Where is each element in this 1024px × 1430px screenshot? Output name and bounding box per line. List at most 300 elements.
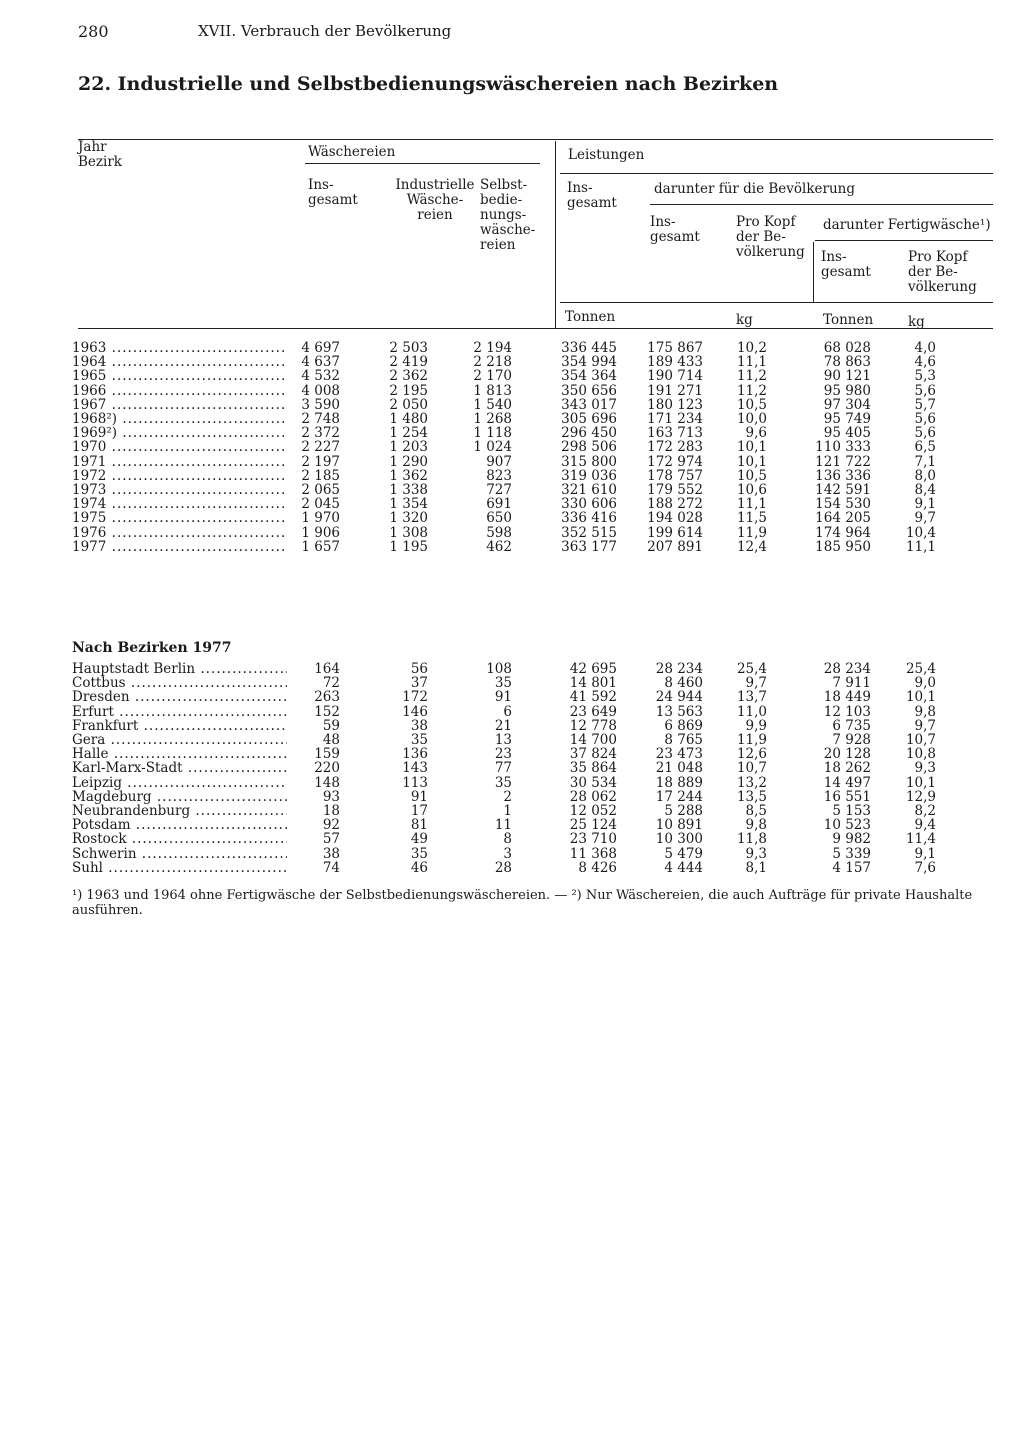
cell-fertigwaesche-insgesamt: 142 591 bbox=[815, 482, 871, 498]
cell-bevoelkerung-insgesamt: 10 300 bbox=[655, 831, 703, 848]
year-row bbox=[0, 398, 1024, 412]
cell-selbstbedienung: 1 024 bbox=[473, 439, 512, 456]
cell-selbstbedienung: 907 bbox=[486, 453, 512, 470]
cell-industrielle: 35 bbox=[410, 732, 428, 748]
district-row bbox=[0, 705, 1024, 719]
cell-bevoelkerung-insgesamt: 191 271 bbox=[647, 382, 703, 399]
cell-leistungen-insgesamt: 343 017 bbox=[561, 396, 617, 413]
cell-leistungen-insgesamt: 41 592 bbox=[569, 689, 617, 706]
cell-waeschereien-insgesamt: 4 532 bbox=[301, 368, 340, 385]
rule-waeschereien bbox=[305, 163, 540, 164]
cell-leistungen-insgesamt: 354 994 bbox=[561, 354, 617, 371]
cell-selbstbedienung: 13 bbox=[494, 732, 512, 748]
cell-fertigwaesche-pro-kopf: 11,1 bbox=[905, 538, 936, 555]
cell-industrielle: 38 bbox=[410, 717, 428, 734]
cell-waeschereien-insgesamt: 48 bbox=[322, 732, 340, 748]
rule-vert-1 bbox=[555, 141, 556, 328]
cell-industrielle: 2 419 bbox=[389, 354, 428, 371]
header-darunter-bevoelkerung: darunter für die Bevölkerung bbox=[654, 181, 856, 197]
cell-waeschereien-insgesamt: 72 bbox=[322, 675, 340, 692]
cell-bevoelkerung-insgesamt: 190 714 bbox=[647, 368, 703, 385]
cell-bevoelkerung-pro-kopf: 11,2 bbox=[736, 368, 767, 385]
district-row-label: Gera ..... bbox=[72, 733, 287, 747]
header-l-insgesamt: Ins- gesamt bbox=[567, 180, 617, 211]
year-row bbox=[0, 412, 1024, 426]
district-row bbox=[0, 761, 1024, 775]
cell-industrielle: 136 bbox=[402, 746, 428, 763]
cell-fertigwaesche-pro-kopf: 10,1 bbox=[905, 689, 936, 706]
cell-bevoelkerung-pro-kopf: 10,1 bbox=[736, 453, 767, 470]
cell-fertigwaesche-pro-kopf: 8,4 bbox=[914, 482, 936, 498]
cell-selbstbedienung: 650 bbox=[486, 510, 512, 527]
cell-waeschereien-insgesamt: 164 bbox=[314, 661, 340, 677]
cell-selbstbedienung: 1 540 bbox=[473, 396, 512, 413]
cell-fertigwaesche-insgesamt: 7 928 bbox=[832, 732, 871, 748]
cell-selbstbedienung: 23 bbox=[494, 746, 512, 763]
cell-bevoelkerung-pro-kopf: 10,5 bbox=[736, 467, 767, 484]
rule-leistungen bbox=[560, 173, 993, 174]
cell-fertigwaesche-insgesamt: 9 982 bbox=[832, 831, 871, 848]
cell-waeschereien-insgesamt: 1 906 bbox=[301, 524, 340, 541]
cell-fertigwaesche-insgesamt: 95 749 bbox=[823, 411, 871, 427]
cell-fertigwaesche-pro-kopf: 7,1 bbox=[914, 453, 936, 470]
header-waeschereien: Wäschereien bbox=[308, 144, 396, 160]
cell-industrielle: 2 195 bbox=[389, 382, 428, 399]
cell-selbstbedienung: 2 bbox=[503, 788, 512, 805]
cell-bevoelkerung-pro-kopf: 9,9 bbox=[745, 717, 767, 734]
cell-selbstbedienung: 28 bbox=[494, 859, 512, 876]
cell-fertigwaesche-insgesamt: 20 128 bbox=[823, 746, 871, 763]
cell-bevoelkerung-insgesamt: 194 028 bbox=[647, 510, 703, 527]
cell-leistungen-insgesamt: 25 124 bbox=[569, 817, 617, 834]
cell-waeschereien-insgesamt: 2 197 bbox=[301, 453, 340, 470]
cell-fertigwaesche-insgesamt: 95 980 bbox=[823, 382, 871, 399]
cell-selbstbedienung: 108 bbox=[486, 661, 512, 677]
cell-bevoelkerung-insgesamt: 13 563 bbox=[655, 703, 703, 720]
table-title: 22. Industrielle und Selbstbedienungswäschereien nach Bezirken bbox=[78, 73, 779, 95]
cell-waeschereien-insgesamt: 2 227 bbox=[301, 439, 340, 456]
header-b-insgesamt: Ins- gesamt bbox=[650, 214, 700, 245]
cell-waeschereien-insgesamt: 4 697 bbox=[301, 340, 340, 356]
cell-industrielle: 1 254 bbox=[389, 425, 428, 442]
district-row bbox=[0, 847, 1024, 861]
cell-bevoelkerung-pro-kopf: 11,2 bbox=[736, 382, 767, 399]
year-row-label: 1965 ..... bbox=[72, 369, 287, 383]
cell-waeschereien-insgesamt: 159 bbox=[314, 746, 340, 763]
cell-bevoelkerung-insgesamt: 21 048 bbox=[655, 760, 703, 777]
cell-industrielle: 1 203 bbox=[389, 439, 428, 456]
cell-industrielle: 1 338 bbox=[389, 482, 428, 498]
cell-industrielle: 143 bbox=[402, 760, 428, 777]
cell-bevoelkerung-insgesamt: 17 244 bbox=[655, 788, 703, 805]
cell-fertigwaesche-insgesamt: 12 103 bbox=[823, 703, 871, 720]
cell-waeschereien-insgesamt: 59 bbox=[322, 717, 340, 734]
cell-bevoelkerung-insgesamt: 23 473 bbox=[655, 746, 703, 763]
district-row-label: Leipzig ..... bbox=[72, 776, 287, 790]
cell-bevoelkerung-insgesamt: 5 288 bbox=[664, 803, 703, 819]
cell-fertigwaesche-pro-kopf: 5,6 bbox=[914, 411, 936, 427]
district-row-label: Dresden ..... bbox=[72, 690, 287, 704]
cell-bevoelkerung-pro-kopf: 11,1 bbox=[736, 496, 767, 513]
cell-bevoelkerung-insgesamt: 189 433 bbox=[647, 354, 703, 371]
cell-fertigwaesche-insgesamt: 14 497 bbox=[823, 774, 871, 791]
footnote: ¹) 1963 und 1964 ohne Fertigwäsche der Selbstbedienungswäschereien. — ²) Nur Wäschereien, die auch Aufträge für private Haushalte ausführen. bbox=[72, 888, 973, 918]
year-row-label: 1977 ..... bbox=[72, 540, 287, 554]
district-row-label: Frankfurt ..... bbox=[72, 719, 287, 733]
cell-fertigwaesche-pro-kopf: 10,8 bbox=[905, 746, 936, 763]
cell-fertigwaesche-pro-kopf: 9,3 bbox=[914, 760, 936, 777]
cell-selbstbedienung: 35 bbox=[494, 675, 512, 692]
cell-leistungen-insgesamt: 330 606 bbox=[561, 496, 617, 513]
cell-leistungen-insgesamt: 11 368 bbox=[569, 845, 617, 862]
cell-waeschereien-insgesamt: 2 065 bbox=[301, 482, 340, 498]
cell-industrielle: 2 362 bbox=[389, 368, 428, 385]
rule-darunter-fertig bbox=[815, 240, 993, 241]
cell-selbstbedienung: 598 bbox=[486, 524, 512, 541]
cell-fertigwaesche-pro-kopf: 8,2 bbox=[914, 803, 936, 819]
section-title: Nach Bezirken 1977 bbox=[72, 640, 232, 656]
header-f-prokopf: Pro Kopf der Be- völkerung bbox=[908, 249, 977, 295]
cell-waeschereien-insgesamt: 1 970 bbox=[301, 510, 340, 527]
cell-industrielle: 2 503 bbox=[389, 340, 428, 356]
cell-leistungen-insgesamt: 23 649 bbox=[569, 703, 617, 720]
cell-bevoelkerung-insgesamt: 171 234 bbox=[647, 411, 703, 427]
cell-bevoelkerung-pro-kopf: 13,7 bbox=[736, 689, 767, 706]
cell-fertigwaesche-insgesamt: 174 964 bbox=[815, 524, 871, 541]
cell-industrielle: 91 bbox=[410, 788, 428, 805]
cell-bevoelkerung-insgesamt: 28 234 bbox=[655, 661, 703, 677]
header-f-insgesamt: Ins- gesamt bbox=[821, 249, 871, 280]
cell-fertigwaesche-pro-kopf: 9,8 bbox=[914, 703, 936, 720]
cell-bevoelkerung-insgesamt: 4 444 bbox=[664, 859, 703, 876]
chapter-heading: XVII. Verbrauch der Bevölkerung bbox=[198, 22, 452, 40]
cell-industrielle: 49 bbox=[410, 831, 428, 848]
cell-leistungen-insgesamt: 14 700 bbox=[569, 732, 617, 748]
year-row bbox=[0, 440, 1024, 454]
year-row bbox=[0, 540, 1024, 554]
cell-fertigwaesche-pro-kopf: 8,0 bbox=[914, 467, 936, 484]
cell-bevoelkerung-pro-kopf: 10,7 bbox=[736, 760, 767, 777]
year-row-label: 1975 ..... bbox=[72, 511, 287, 525]
cell-fertigwaesche-insgesamt: 154 530 bbox=[815, 496, 871, 513]
cell-bevoelkerung-insgesamt: 178 757 bbox=[647, 467, 703, 484]
cell-bevoelkerung-pro-kopf: 8,5 bbox=[745, 803, 767, 819]
cell-selbstbedienung: 2 218 bbox=[473, 354, 512, 371]
cell-industrielle: 56 bbox=[410, 661, 428, 677]
year-row-label: 1967 ..... bbox=[72, 398, 287, 412]
year-row bbox=[0, 526, 1024, 540]
cell-industrielle: 81 bbox=[410, 817, 428, 834]
cell-waeschereien-insgesamt: 2 185 bbox=[301, 467, 340, 484]
cell-bevoelkerung-pro-kopf: 10,2 bbox=[736, 340, 767, 356]
header-darunter-fertigwaesche: darunter Fertigwäsche¹) bbox=[823, 217, 991, 233]
cell-leistungen-insgesamt: 315 800 bbox=[561, 453, 617, 470]
cell-bevoelkerung-pro-kopf: 10,6 bbox=[736, 482, 767, 498]
cell-bevoelkerung-pro-kopf: 11,5 bbox=[736, 510, 767, 527]
district-row-label: Halle ..... bbox=[72, 747, 287, 761]
cell-leistungen-insgesamt: 352 515 bbox=[561, 524, 617, 541]
cell-fertigwaesche-pro-kopf: 4,0 bbox=[914, 340, 936, 356]
cell-fertigwaesche-pro-kopf: 10,1 bbox=[905, 774, 936, 791]
district-row bbox=[0, 733, 1024, 747]
cell-fertigwaesche-pro-kopf: 9,7 bbox=[914, 717, 936, 734]
year-row-label: 1972 ..... bbox=[72, 469, 287, 483]
district-row-label: Rostock ..... bbox=[72, 832, 287, 846]
cell-bevoelkerung-pro-kopf: 25,4 bbox=[736, 661, 767, 677]
cell-selbstbedienung: 1 bbox=[503, 803, 512, 819]
cell-leistungen-insgesamt: 35 864 bbox=[569, 760, 617, 777]
cell-leistungen-insgesamt: 319 036 bbox=[561, 467, 617, 484]
cell-leistungen-insgesamt: 12 778 bbox=[569, 717, 617, 734]
cell-fertigwaesche-pro-kopf: 7,6 bbox=[914, 859, 936, 876]
cell-bevoelkerung-pro-kopf: 9,7 bbox=[745, 675, 767, 692]
cell-bevoelkerung-pro-kopf: 9,6 bbox=[745, 425, 767, 442]
cell-selbstbedienung: 35 bbox=[494, 774, 512, 791]
year-row-label: 1973 ..... bbox=[72, 483, 287, 497]
cell-bevoelkerung-pro-kopf: 8,1 bbox=[745, 859, 767, 876]
cell-leistungen-insgesamt: 42 695 bbox=[569, 661, 617, 677]
cell-fertigwaesche-insgesamt: 16 551 bbox=[823, 788, 871, 805]
unit-kg-1: kg bbox=[736, 312, 753, 328]
cell-bevoelkerung-pro-kopf: 13,5 bbox=[736, 788, 767, 805]
cell-selbstbedienung: 77 bbox=[494, 760, 512, 777]
cell-fertigwaesche-pro-kopf: 9,1 bbox=[914, 496, 936, 513]
district-row bbox=[0, 832, 1024, 846]
year-row-label: 1971 ..... bbox=[72, 455, 287, 469]
year-row bbox=[0, 469, 1024, 483]
cell-waeschereien-insgesamt: 148 bbox=[314, 774, 340, 791]
cell-industrielle: 1 354 bbox=[389, 496, 428, 513]
cell-fertigwaesche-pro-kopf: 9,1 bbox=[914, 845, 936, 862]
cell-waeschereien-insgesamt: 92 bbox=[322, 817, 340, 834]
cell-bevoelkerung-insgesamt: 199 614 bbox=[647, 524, 703, 541]
cell-waeschereien-insgesamt: 263 bbox=[314, 689, 340, 706]
year-row bbox=[0, 384, 1024, 398]
cell-selbstbedienung: 691 bbox=[486, 496, 512, 513]
cell-fertigwaesche-pro-kopf: 25,4 bbox=[905, 661, 936, 677]
cell-selbstbedienung: 8 bbox=[503, 831, 512, 848]
cell-leistungen-insgesamt: 363 177 bbox=[561, 538, 617, 555]
cell-leistungen-insgesamt: 8 426 bbox=[578, 859, 617, 876]
cell-leistungen-insgesamt: 28 062 bbox=[569, 788, 617, 805]
district-row bbox=[0, 747, 1024, 761]
cell-fertigwaesche-insgesamt: 18 449 bbox=[823, 689, 871, 706]
cell-industrielle: 1 362 bbox=[389, 467, 428, 484]
cell-bevoelkerung-pro-kopf: 11,8 bbox=[736, 831, 767, 848]
cell-bevoelkerung-insgesamt: 163 713 bbox=[647, 425, 703, 442]
cell-fertigwaesche-insgesamt: 28 234 bbox=[823, 661, 871, 677]
cell-leistungen-insgesamt: 296 450 bbox=[561, 425, 617, 442]
header-w-selbst: Selbst- bedie- nungs- wäsche- reien bbox=[480, 177, 536, 253]
cell-bevoelkerung-pro-kopf: 9,3 bbox=[745, 845, 767, 862]
cell-leistungen-insgesamt: 12 052 bbox=[569, 803, 617, 819]
cell-fertigwaesche-pro-kopf: 9,4 bbox=[914, 817, 936, 834]
cell-selbstbedienung: 3 bbox=[503, 845, 512, 862]
cell-bevoelkerung-pro-kopf: 10,1 bbox=[736, 439, 767, 456]
cell-bevoelkerung-insgesamt: 5 479 bbox=[664, 845, 703, 862]
cell-bevoelkerung-insgesamt: 179 552 bbox=[647, 482, 703, 498]
cell-industrielle: 1 320 bbox=[389, 510, 428, 527]
year-row-label: 1964 ..... bbox=[72, 355, 287, 369]
year-row bbox=[0, 497, 1024, 511]
year-row bbox=[0, 369, 1024, 383]
cell-bevoelkerung-insgesamt: 8 460 bbox=[664, 675, 703, 692]
district-row bbox=[0, 676, 1024, 690]
unit-kg-2: kg bbox=[908, 314, 925, 330]
cell-waeschereien-insgesamt: 4 008 bbox=[301, 382, 340, 399]
cell-waeschereien-insgesamt: 2 748 bbox=[301, 411, 340, 427]
cell-industrielle: 46 bbox=[410, 859, 428, 876]
district-row bbox=[0, 804, 1024, 818]
cell-leistungen-insgesamt: 14 801 bbox=[569, 675, 617, 692]
cell-industrielle: 37 bbox=[410, 675, 428, 692]
cell-fertigwaesche-insgesamt: 4 157 bbox=[832, 859, 871, 876]
cell-leistungen-insgesamt: 350 656 bbox=[561, 382, 617, 399]
year-row bbox=[0, 455, 1024, 469]
cell-bevoelkerung-pro-kopf: 10,0 bbox=[736, 411, 767, 427]
rule-darunter-bev bbox=[650, 204, 993, 205]
header-stub: Jahr Bezirk bbox=[78, 139, 122, 170]
cell-industrielle: 1 480 bbox=[389, 411, 428, 427]
cell-fertigwaesche-pro-kopf: 4,6 bbox=[914, 354, 936, 371]
cell-fertigwaesche-insgesamt: 18 262 bbox=[823, 760, 871, 777]
cell-waeschereien-insgesamt: 2 372 bbox=[301, 425, 340, 442]
cell-fertigwaesche-insgesamt: 90 121 bbox=[823, 368, 871, 385]
cell-fertigwaesche-insgesamt: 97 304 bbox=[823, 396, 871, 413]
cell-fertigwaesche-insgesamt: 95 405 bbox=[823, 425, 871, 442]
cell-fertigwaesche-pro-kopf: 5,6 bbox=[914, 382, 936, 399]
cell-bevoelkerung-pro-kopf: 11,9 bbox=[736, 732, 767, 748]
cell-bevoelkerung-insgesamt: 24 944 bbox=[655, 689, 703, 706]
district-row-label: Neubrandenburg ..... bbox=[72, 804, 287, 818]
cell-bevoelkerung-pro-kopf: 11,9 bbox=[736, 524, 767, 541]
cell-fertigwaesche-insgesamt: 5 153 bbox=[832, 803, 871, 819]
district-row bbox=[0, 861, 1024, 875]
cell-selbstbedienung: 91 bbox=[494, 689, 512, 706]
cell-fertigwaesche-pro-kopf: 10,4 bbox=[905, 524, 936, 541]
cell-leistungen-insgesamt: 30 534 bbox=[569, 774, 617, 791]
year-row-label: 1974 ..... bbox=[72, 497, 287, 511]
cell-bevoelkerung-pro-kopf: 12,6 bbox=[736, 746, 767, 763]
cell-selbstbedienung: 727 bbox=[486, 482, 512, 498]
cell-industrielle: 1 290 bbox=[389, 453, 428, 470]
year-row bbox=[0, 341, 1024, 355]
cell-leistungen-insgesamt: 321 610 bbox=[561, 482, 617, 498]
cell-fertigwaesche-pro-kopf: 9,7 bbox=[914, 510, 936, 527]
cell-bevoelkerung-insgesamt: 207 891 bbox=[647, 538, 703, 555]
cell-waeschereien-insgesamt: 38 bbox=[322, 845, 340, 862]
cell-bevoelkerung-insgesamt: 18 889 bbox=[655, 774, 703, 791]
cell-industrielle: 17 bbox=[410, 803, 428, 819]
cell-fertigwaesche-insgesamt: 68 028 bbox=[823, 340, 871, 356]
year-row-label: 1969²) ..... bbox=[72, 426, 287, 440]
cell-bevoelkerung-insgesamt: 8 765 bbox=[664, 732, 703, 748]
cell-fertigwaesche-insgesamt: 6 735 bbox=[832, 717, 871, 734]
cell-fertigwaesche-pro-kopf: 5,7 bbox=[914, 396, 936, 413]
cell-bevoelkerung-pro-kopf: 13,2 bbox=[736, 774, 767, 791]
cell-selbstbedienung: 1 118 bbox=[473, 425, 512, 442]
cell-bevoelkerung-pro-kopf: 11,0 bbox=[736, 703, 767, 720]
cell-selbstbedienung: 823 bbox=[486, 467, 512, 484]
district-row bbox=[0, 790, 1024, 804]
rule-header-bottom bbox=[78, 328, 993, 329]
district-row bbox=[0, 662, 1024, 676]
cell-selbstbedienung: 2 194 bbox=[473, 340, 512, 356]
cell-bevoelkerung-insgesamt: 6 869 bbox=[664, 717, 703, 734]
cell-fertigwaesche-insgesamt: 5 339 bbox=[832, 845, 871, 862]
cell-waeschereien-insgesamt: 3 590 bbox=[301, 396, 340, 413]
cell-waeschereien-insgesamt: 220 bbox=[314, 760, 340, 777]
district-row bbox=[0, 690, 1024, 704]
cell-selbstbedienung: 21 bbox=[494, 717, 512, 734]
cell-bevoelkerung-insgesamt: 180 123 bbox=[647, 396, 703, 413]
cell-industrielle: 172 bbox=[402, 689, 428, 706]
district-row-label: Suhl ..... bbox=[72, 861, 287, 875]
cell-waeschereien-insgesamt: 1 657 bbox=[301, 538, 340, 555]
cell-fertigwaesche-pro-kopf: 6,5 bbox=[914, 439, 936, 456]
cell-fertigwaesche-insgesamt: 110 333 bbox=[815, 439, 871, 456]
cell-bevoelkerung-pro-kopf: 10,5 bbox=[736, 396, 767, 413]
cell-bevoelkerung-pro-kopf: 12,4 bbox=[736, 538, 767, 555]
cell-waeschereien-insgesamt: 93 bbox=[322, 788, 340, 805]
district-row bbox=[0, 719, 1024, 733]
cell-leistungen-insgesamt: 305 696 bbox=[561, 411, 617, 427]
header-w-industrielle: Industrielle Wäsche- reien bbox=[395, 177, 475, 223]
cell-leistungen-insgesamt: 336 416 bbox=[561, 510, 617, 527]
cell-bevoelkerung-insgesamt: 188 272 bbox=[647, 496, 703, 513]
cell-selbstbedienung: 6 bbox=[503, 703, 512, 720]
cell-bevoelkerung-pro-kopf: 11,1 bbox=[736, 354, 767, 371]
cell-fertigwaesche-pro-kopf: 11,4 bbox=[905, 831, 936, 848]
district-row-label: Magdeburg ..... bbox=[72, 790, 287, 804]
rule-units bbox=[560, 302, 993, 303]
cell-waeschereien-insgesamt: 2 045 bbox=[301, 496, 340, 513]
cell-selbstbedienung: 2 170 bbox=[473, 368, 512, 385]
cell-industrielle: 2 050 bbox=[389, 396, 428, 413]
year-row-label: 1968²) ..... bbox=[72, 412, 287, 426]
cell-fertigwaesche-insgesamt: 164 205 bbox=[815, 510, 871, 527]
cell-industrielle: 113 bbox=[402, 774, 428, 791]
cell-fertigwaesche-pro-kopf: 9,0 bbox=[914, 675, 936, 692]
cell-fertigwaesche-insgesamt: 7 911 bbox=[832, 675, 871, 692]
cell-fertigwaesche-pro-kopf: 10,7 bbox=[905, 732, 936, 748]
district-row-label: Hauptstadt Berlin ..... bbox=[72, 662, 287, 676]
cell-fertigwaesche-insgesamt: 136 336 bbox=[815, 467, 871, 484]
cell-fertigwaesche-insgesamt: 185 950 bbox=[815, 538, 871, 555]
header-w-insgesamt: Ins- gesamt bbox=[308, 177, 358, 208]
cell-waeschereien-insgesamt: 18 bbox=[322, 803, 340, 819]
year-row-label: 1970 ..... bbox=[72, 440, 287, 454]
district-row-label: Schwerin ..... bbox=[72, 847, 287, 861]
cell-industrielle: 1 308 bbox=[389, 524, 428, 541]
cell-leistungen-insgesamt: 336 445 bbox=[561, 340, 617, 356]
district-row-label: Karl-Marx-Stadt ..... bbox=[72, 761, 287, 775]
cell-bevoelkerung-insgesamt: 10 891 bbox=[655, 817, 703, 834]
cell-bevoelkerung-insgesamt: 172 974 bbox=[647, 453, 703, 470]
cell-selbstbedienung: 462 bbox=[486, 538, 512, 555]
cell-industrielle: 146 bbox=[402, 703, 428, 720]
cell-selbstbedienung: 1 268 bbox=[473, 411, 512, 427]
year-row bbox=[0, 355, 1024, 369]
cell-selbstbedienung: 11 bbox=[494, 817, 512, 834]
unit-tonnen-1: Tonnen bbox=[565, 309, 616, 325]
cell-fertigwaesche-pro-kopf: 12,9 bbox=[905, 788, 936, 805]
page-number: 280 bbox=[78, 22, 109, 41]
cell-waeschereien-insgesamt: 57 bbox=[322, 831, 340, 848]
year-row bbox=[0, 426, 1024, 440]
cell-leistungen-insgesamt: 298 506 bbox=[561, 439, 617, 456]
cell-bevoelkerung-pro-kopf: 9,8 bbox=[745, 817, 767, 834]
